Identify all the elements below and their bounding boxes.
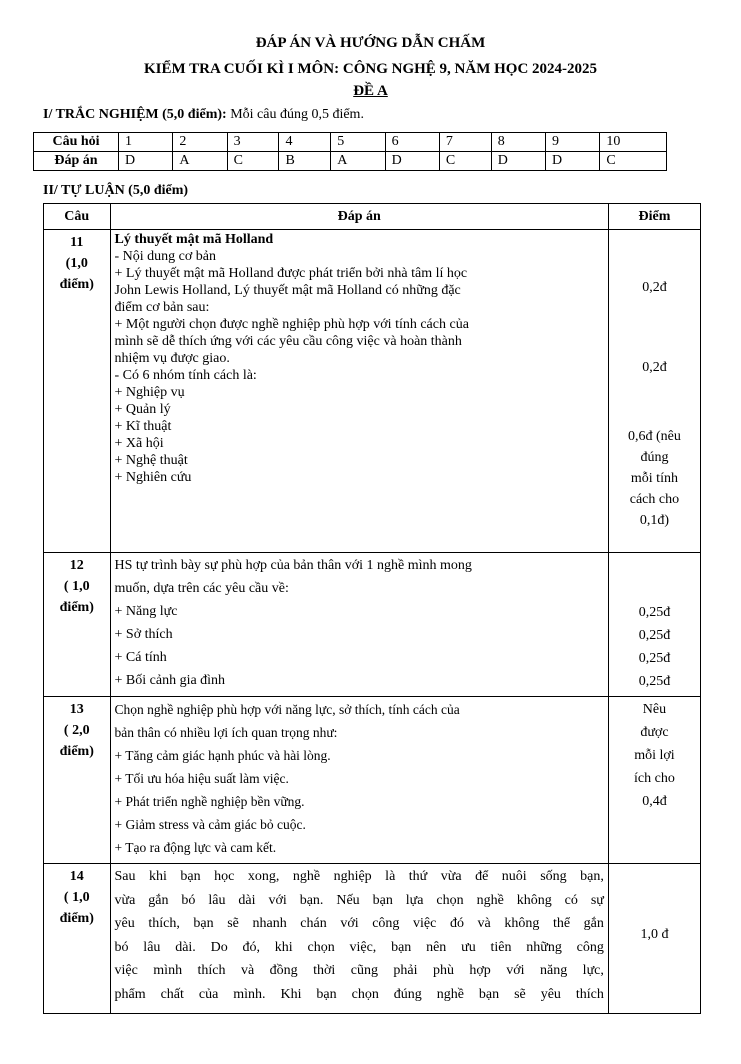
- answer-letter: D: [119, 152, 173, 171]
- answer-line: yêu thích, bạn sẽ nhanh chán với công việc đó và không thể gắn: [114, 916, 604, 931]
- col-question-header: Câu: [44, 204, 111, 230]
- answer-line: - Có 6 nhóm tính cách là:: [114, 368, 257, 383]
- answer-line: - Nội dung cơ bản: [114, 249, 217, 264]
- question-cell: [44, 553, 111, 697]
- score-value: 0,25đ: [638, 605, 671, 620]
- score-cell: [608, 864, 700, 1014]
- question-row: [34, 133, 667, 152]
- doc-subtitle: KIỂM TRA CUỐI KÌ I MÔN: CÔNG NGHỆ 9, NĂM HỌC 2024-2025: [143, 61, 598, 77]
- score-value: 0,25đ: [638, 674, 671, 689]
- answer-line: + Nghệ thuật: [114, 453, 188, 468]
- answer-line: muốn, dựa trên các yêu cầu về:: [114, 581, 289, 596]
- answer-line: + Nghiên cứu: [114, 470, 192, 485]
- section1-title: I/ TRẮC NGHIỆM (5,0 điểm):: [43, 107, 227, 122]
- answer-line: HS tự trình bày sự phù hợp của bản thân với 1 nghề mình mong: [114, 558, 472, 573]
- answer-line: + Tạo ra động lực và cam kết.: [114, 840, 277, 855]
- answer-cell: [110, 697, 608, 864]
- score-value: mỗi lợi: [634, 748, 675, 763]
- answer-line: + Tối ưu hóa hiệu suất làm việc.: [114, 771, 289, 786]
- question-number: 5: [331, 133, 385, 152]
- exam-variant: ĐỀ A: [353, 83, 388, 99]
- score-cell: [608, 230, 700, 553]
- question-number: 9: [546, 133, 600, 152]
- answer-line: + Nghiệp vụ: [114, 385, 185, 400]
- row-label-answer: Đáp án: [34, 152, 119, 171]
- answer-letter: C: [227, 152, 279, 171]
- multiple-choice-answer-table: [33, 132, 667, 171]
- answer-letter: D: [546, 152, 600, 171]
- answer-line: + Xã hội: [114, 436, 164, 451]
- question-cell: [44, 697, 111, 864]
- answer-line: + Phát triển nghề nghiệp bền vững.: [114, 794, 305, 809]
- answer-letter: A: [173, 152, 227, 171]
- score-value: 0,25đ: [638, 628, 671, 643]
- answer-line: bản thân có nhiều lợi ích quan trọng như:: [114, 725, 338, 740]
- answer-letter: D: [491, 152, 545, 171]
- score-value: cách cho: [629, 492, 680, 507]
- row-label-question: Câu hỏi: [34, 133, 119, 152]
- essay-row-11: [44, 230, 701, 553]
- score-value: 0,4đ: [642, 794, 667, 809]
- answer-line: vừa gắn bó lâu dài với bạn. Nếu bạn lựa chọn nghề không có sự: [114, 892, 604, 908]
- question-points: ( 2,0: [63, 723, 90, 738]
- answer-letter: B: [279, 152, 331, 171]
- score-value: mỗi tính: [630, 471, 678, 486]
- score-value: đúng: [640, 450, 669, 465]
- question-points: ( 1,0: [63, 890, 90, 905]
- question-number: 12: [69, 558, 84, 573]
- col-score-header: Điểm: [608, 204, 700, 230]
- answer-line: John Lewis Holland, Lý thuyết mật mã Holland có những đặc: [114, 283, 461, 298]
- answer-line: Chọn nghề nghiệp phù hợp với năng lực, sở thích, tính cách của: [114, 702, 460, 717]
- answer-row: [34, 152, 667, 171]
- col-answer-header: Đáp án: [110, 204, 608, 230]
- question-points-unit: điểm): [59, 911, 94, 926]
- answer-letter: D: [385, 152, 439, 171]
- score-value: 0,25đ: [638, 651, 671, 666]
- question-number: 10: [600, 133, 667, 152]
- question-number: 4: [279, 133, 331, 152]
- answer-line: + Giảm stress và cảm giác bỏ cuộc.: [114, 817, 306, 832]
- answer-line: + Quản lý: [114, 402, 171, 417]
- question-number: 7: [439, 133, 491, 152]
- answer-cell: [110, 230, 608, 553]
- doc-title: ĐÁP ÁN VÀ HƯỚNG DẪN CHẤM: [255, 35, 486, 51]
- question-cell: [44, 864, 111, 1014]
- essay-header-row: [44, 204, 701, 230]
- section-essay-heading: II/ TỰ LUẬN (5,0 điểm): [43, 183, 189, 198]
- answer-line: + Sở thích: [114, 627, 173, 642]
- answer-line: + Tăng cảm giác hạnh phúc và hài lòng.: [114, 748, 331, 763]
- essay-row-14: [44, 864, 701, 1014]
- question-number: 6: [385, 133, 439, 152]
- question-points-unit: điểm): [59, 600, 94, 615]
- answer-line: mình sẽ dễ thích ứng với các yêu cầu công việc và hoàn thành: [114, 334, 462, 349]
- score-value: Nêu: [642, 702, 667, 717]
- question-number: 14: [69, 869, 84, 884]
- question-points-unit: điểm): [59, 277, 94, 292]
- question-cell: [44, 230, 111, 553]
- score-value: 0,6đ (nêu: [627, 429, 681, 444]
- answer-line: + Một người chọn được nghề nghiệp phù hợp với tính cách của: [114, 317, 469, 332]
- answer-letter: C: [439, 152, 491, 171]
- answer-line: việc mình thích và đồng thời cũng phải phù hợp với năng lực,: [114, 963, 604, 978]
- score-cell: [608, 553, 700, 697]
- score-value: ích cho: [634, 771, 675, 786]
- question-number: 3: [227, 133, 279, 152]
- score-value: 0,1đ): [639, 513, 670, 528]
- answer-line: Lý thuyết mật mã Holland: [114, 232, 274, 247]
- score-cell: [608, 697, 700, 864]
- question-number: 2: [173, 133, 227, 152]
- score-value: 0,2đ: [642, 280, 667, 295]
- answer-line: + Bối cảnh gia đình: [114, 673, 226, 688]
- essay-row-12: [44, 553, 701, 697]
- section-multiple-choice-heading: [43, 106, 364, 123]
- answer-line: bó lâu dài. Do đó, khi chọn việc, bạn nên ưu tiên những công: [114, 939, 604, 955]
- question-number: 13: [69, 702, 84, 717]
- answer-line: + Cá tính: [114, 650, 167, 665]
- question-points: (1,0: [65, 256, 88, 271]
- answer-cell: [110, 864, 608, 1014]
- answer-letter: C: [600, 152, 667, 171]
- essay-answer-table: [43, 203, 701, 1014]
- answer-letter: A: [331, 152, 385, 171]
- answer-line: điểm cơ bản sau:: [114, 300, 210, 315]
- score-value: 0,2đ: [642, 360, 667, 375]
- answer-line: Sau khi bạn học xong, nghề nghiệp là thứ vừa để nuôi sống bạn,: [114, 869, 604, 884]
- score-value: được: [640, 725, 669, 740]
- answer-cell: [110, 553, 608, 697]
- question-points-unit: điểm): [59, 744, 94, 759]
- answer-line: + Năng lực: [114, 604, 178, 619]
- score-value: 1,0 đ: [640, 927, 669, 942]
- question-number: 8: [491, 133, 545, 152]
- answer-line: + Lý thuyết mật mã Holland được phát triển bởi nhà tâm lí học: [114, 266, 468, 281]
- section1-note: Mỗi câu đúng 0,5 điểm.: [226, 107, 364, 122]
- answer-line: phẩm chất của mình. Khi bạn chọn đúng nghề bạn sẽ yêu thích: [114, 986, 604, 1002]
- question-number: 1: [119, 133, 173, 152]
- question-points: ( 1,0: [63, 579, 90, 594]
- question-number: 11: [70, 235, 84, 250]
- answer-line: nhiệm vụ được giao.: [114, 351, 230, 366]
- answer-line: + Kĩ thuật: [114, 419, 172, 434]
- essay-row-13: [44, 697, 701, 864]
